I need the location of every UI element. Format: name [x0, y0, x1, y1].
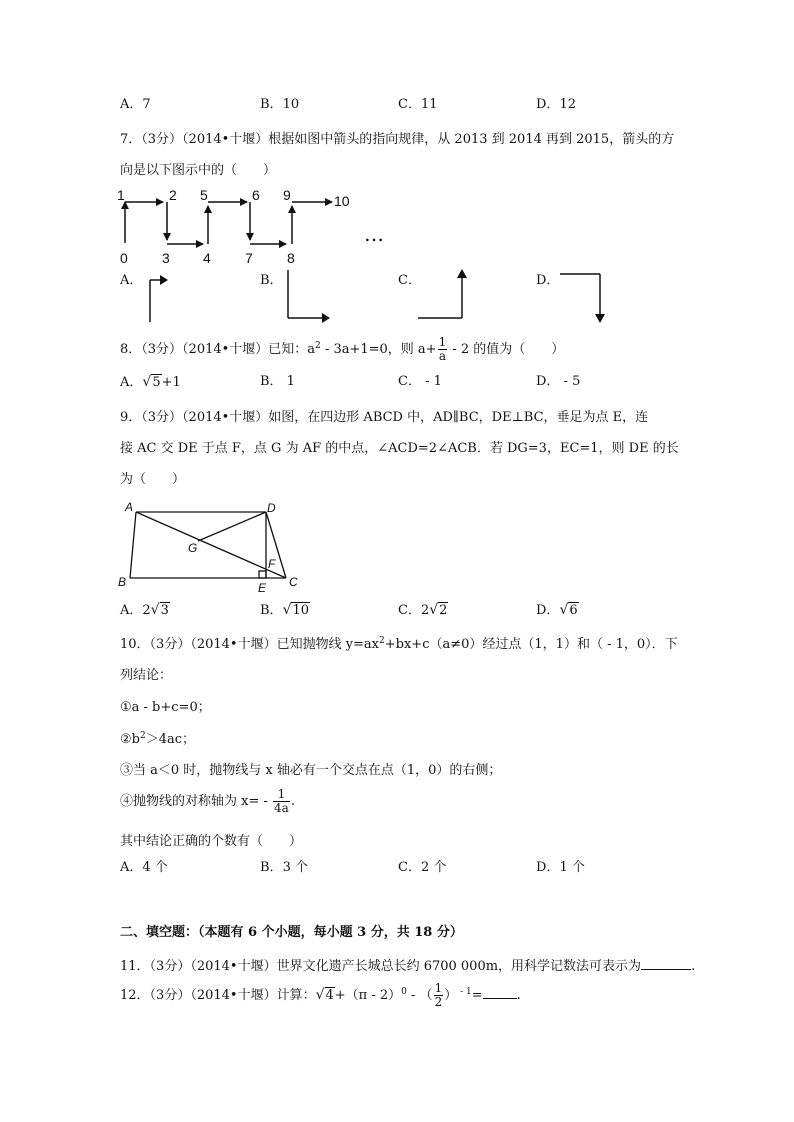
figure-label: F — [268, 557, 276, 571]
q8-fraction: $\frac{1}{a}$ — [438, 335, 447, 363]
figure-label: 9 — [283, 188, 291, 203]
q10-conclusion-2: $②b^2>4ac$； — [120, 731, 196, 747]
q6-option-d: D．12 — [536, 97, 576, 112]
q10-option-c: C．2 个 — [398, 860, 447, 875]
figure-label: 7 — [245, 250, 253, 266]
q10-option-b: B．3 个 — [260, 860, 308, 875]
q9-option-c: C．2√2 — [398, 602, 448, 618]
figure-label: 1 — [117, 188, 125, 203]
q10-conclusion-3: ③当 a＜0 时，抛物线与 x 轴必有一个交点在点（1，0）的右侧； — [120, 763, 502, 778]
figure-label: B — [118, 575, 127, 589]
q8-option-b: B． 1 — [260, 374, 295, 389]
q9-stem-line2: 接 AC 交 DE 于点 F，点 G 为 AF 的中点，∠ACD=2∠ACB．若 DG=3，EC=1，则 DE 的长 — [120, 441, 679, 456]
q10-stem-line1: 10．（3分）（2014•十堰）已知抛物线 $y=ax^2+bx+c(a\ne 0)$经过点（1，1）和（ - 1，0）．下 — [120, 636, 678, 652]
q8-option-c: C． - 1 — [398, 374, 442, 389]
figure-label: 0 — [120, 250, 128, 266]
q7-option-d-label: D． — [536, 273, 560, 288]
q7-option-c-arrow — [416, 266, 468, 326]
q7-option-a-label: A． — [120, 273, 143, 288]
figure-label: C — [289, 575, 298, 589]
figure-label: E — [258, 581, 267, 594]
q9-option-b: B．√10 — [260, 602, 310, 618]
figure-label: 10 — [334, 193, 350, 209]
q12-stem: 12．（3分）（2014•十堰）计算：√4+（π - 2）$^0$ - （ $\frac{1}{2}$ ） $^{- 1}$= . — [120, 981, 521, 1009]
figure-label: A — [125, 500, 134, 514]
q10-option-d: D．1 个 — [536, 860, 585, 875]
q12-fraction: $\frac{1}{2}$ — [434, 981, 443, 1009]
figure-label: 8 — [287, 250, 295, 266]
q9-stem-line1: 9．（3分）（2014•十堰）如图，在四边形 ABCD 中，AD∥BC，DE⊥BC，垂足为点 E，连 — [120, 410, 649, 425]
section-2-title: 二、填空题：（本题有 6 个小题，每小题 3 分，共 18 分） — [120, 925, 463, 940]
q9-option-d: D．√6 — [536, 602, 578, 618]
q7-option-d-arrow — [556, 268, 608, 326]
q8-stem: 8．（3分）（2014•十堰）已知：$a^2 - 3a+1=0$，则 a+ $\frac{1}{a}$ - 2 的值为（ ） — [120, 335, 565, 363]
q11-answer-blank[interactable] — [641, 957, 691, 970]
q8-option-a: A．√5+1 — [120, 374, 181, 390]
q6-option-c: C．11 — [398, 97, 438, 112]
q10-conclusion-1: ①a - b+c=0； — [120, 700, 211, 715]
q11-stem: 11．（3分）（2014•十堰）世界文化遗产长城总长约 6700 000m，用科学记数法可表示为 . — [120, 959, 696, 974]
figure-label: D — [267, 501, 276, 515]
q7-option-b-arrow — [282, 268, 334, 326]
q12-answer-blank[interactable] — [483, 986, 517, 999]
figure-label: G — [188, 541, 198, 555]
q9-quadrilateral-figure — [112, 496, 312, 594]
q10-fraction: $\frac{1}{4a}$ — [274, 787, 289, 815]
figure-label: 4 — [203, 250, 211, 266]
q7-option-c-label: C． — [398, 273, 421, 288]
figure-label: 3 — [162, 250, 170, 266]
q10-option-a: A．4 个 — [120, 860, 168, 875]
figure-label: 6 — [252, 188, 260, 203]
q6-option-b: B．10 — [260, 97, 300, 112]
q10-conclusion-4: ④抛物线的对称轴为 x= - $\frac{1}{4a}$ . — [120, 787, 295, 815]
figure-label: 5 — [200, 188, 208, 203]
q10-stem-line2: 列结论： — [120, 668, 173, 683]
figure-label: 2 — [169, 188, 177, 203]
q10-question: 其中结论正确的个数有（ ） — [120, 834, 303, 849]
q7-option-a-arrow — [140, 266, 170, 324]
q7-option-b-label: B． — [260, 273, 283, 288]
q7-ellipsis: … — [364, 222, 384, 246]
q7-stem-line2: 向是以下图示中的（ ） — [120, 163, 277, 178]
q7-stem-line1: 7．（3分）（2014•十堰）根据如图中箭头的指向规律，从 2013 到 2014 再到 2015，箭头的方 — [120, 132, 675, 147]
q9-stem-line3: 为（ ） — [120, 472, 186, 487]
q9-option-a: A．2√3 — [120, 602, 169, 618]
q8-option-d: D． - 5 — [536, 374, 581, 389]
q6-option-a: A．7 — [120, 97, 151, 112]
